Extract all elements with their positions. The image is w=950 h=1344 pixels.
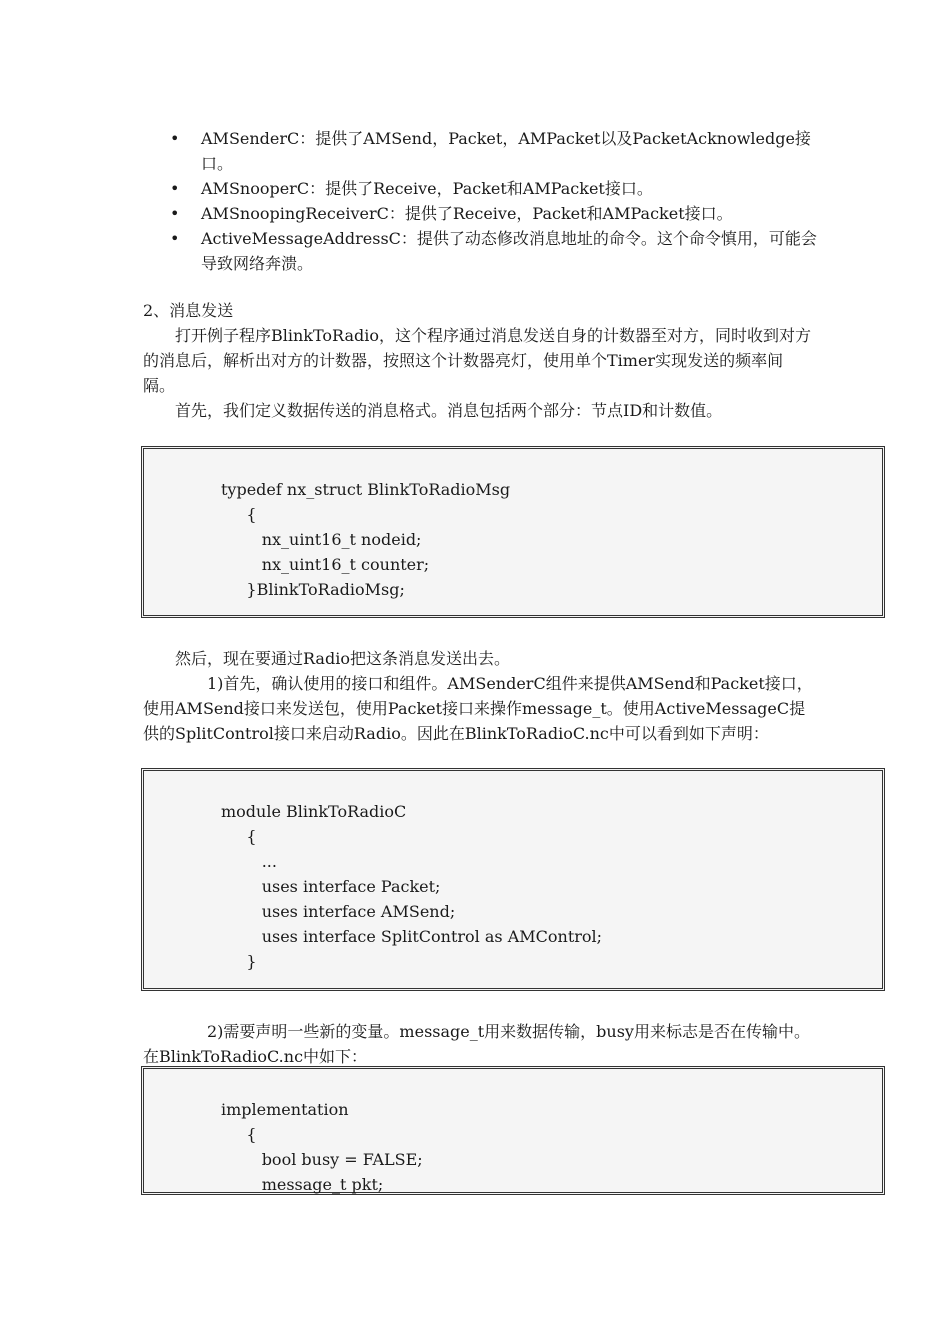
code-text-implementation: implementation { bool busy = FALSE; message_t pkt; bbox=[221, 1100, 423, 1194]
code-block-module-declaration bbox=[141, 768, 885, 991]
paragraph-intro: 打开例子程序BlinkToRadio，这个程序通过消息发送自身的计数器至对方，同时收到对方的消息后，解析出对方的计数器，按照这个计数器亮灯，使用单个Timer实现发送的频率间隔。 bbox=[143, 326, 812, 395]
paragraph-step2: 2)需要声明一些新的变量。message_t用来数据传输，busy用来标志是否在传输中。在BlinkToRadioC.nc中如下： bbox=[143, 1022, 810, 1066]
bullet-amsenderc: • AMSenderC：提供了AMSend，Packet，AMPacket以及PacketAcknowledge接口。 bbox=[170, 126, 830, 176]
bullet-amsnoopingreceiverc: • AMSnoopingReceiverC：提供了Receive，Packet和AMPacket接口。 bbox=[170, 201, 830, 226]
paragraph-message-format: 首先，我们定义数据传送的消息格式。消息包括两个部分：节点ID和计数值。 bbox=[143, 401, 723, 420]
code-block-message-struct bbox=[141, 446, 885, 618]
bullet-amsnooperc: • AMSnooperC：提供了Receive，Packet和AMPacket接口。 bbox=[170, 176, 830, 201]
code-text-module-declaration: module BlinkToRadioC { ... uses interface Packet; uses interface AMSend; uses interface SplitControl as AMControl; } bbox=[221, 802, 603, 971]
bullet-activemessageaddressc: • ActiveMessageAddressC：提供了动态修改消息地址的命令。这个命令慎用，可能会导致网络奔溃。 bbox=[170, 226, 830, 276]
paragraph-send-radio: 然后，现在要通过Radio把这条消息发送出去。 bbox=[143, 649, 510, 668]
paragraph-step1: 1)首先，确认使用的接口和组件。AMSenderC组件来提供AMSend和Packet接口，使用AMSend接口来发送包，使用Packet接口来操作message_t。使用ActiveMessageC提供的SplitControl接口来启动Radio。因此在BlinkToRadioC.nc中可以看到如下声明： bbox=[143, 674, 813, 743]
code-text-message-struct: typedef nx_struct BlinkToRadioMsg { nx_uint16_t nodeid; nx_uint16_t counter; }BlinkToRadioMsg; bbox=[221, 480, 511, 599]
code-block-implementation bbox=[141, 1066, 885, 1195]
interface-bullet-list bbox=[170, 126, 830, 276]
section-heading: 2、消息发送 bbox=[143, 301, 234, 320]
